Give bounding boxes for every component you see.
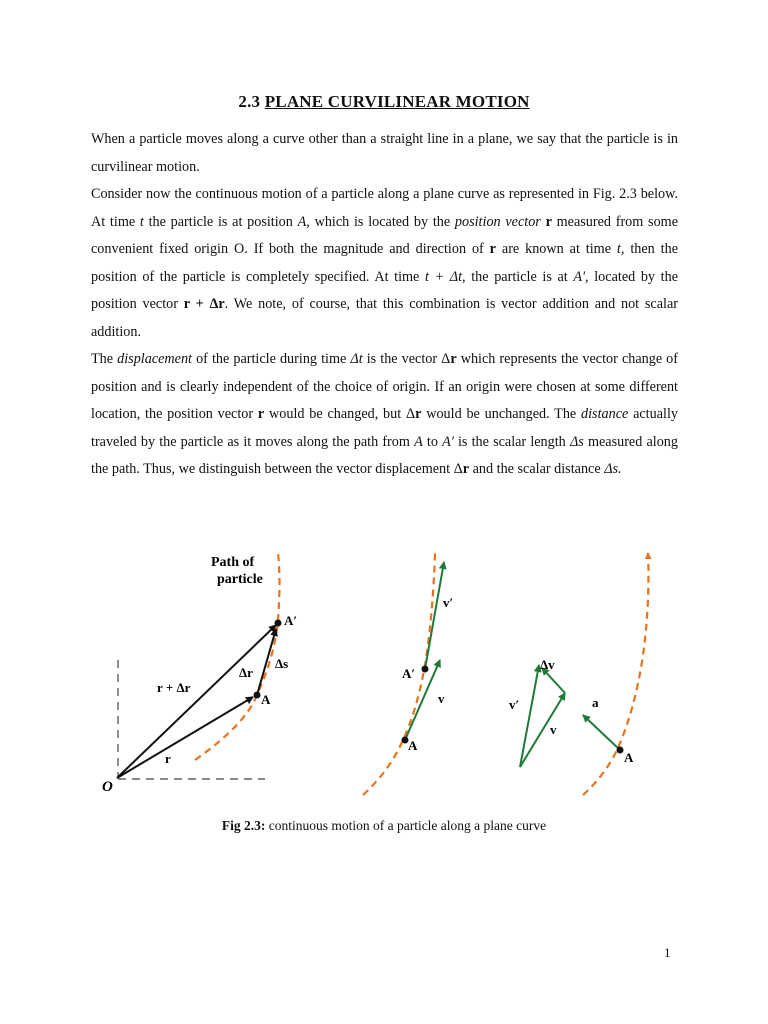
point-A-dot-3 — [617, 747, 624, 754]
path-label-line1: Path of — [211, 555, 255, 570]
text: and the scalar distance — [469, 461, 605, 477]
triangle-dv-label: Δv — [540, 657, 555, 672]
point-A-prime-dot-2 — [422, 666, 429, 673]
v-prime-label: v′ — [443, 595, 454, 610]
section-heading: PLANE CURVILINEAR MOTION — [264, 92, 530, 111]
triangle-v-prime-label: v′ — [509, 697, 520, 712]
text-italic: t + Δt, — [425, 268, 466, 285]
figure-curvilinear-motion — [95, 545, 675, 805]
text-italic: A, — [297, 213, 310, 230]
v-label: v — [438, 691, 445, 706]
text: of the particle during time — [192, 351, 351, 367]
particle-path-2 — [363, 553, 435, 795]
text-bold: r + Δr — [183, 296, 225, 312]
acceleration-vector-a — [583, 715, 620, 750]
point-A-label: A — [261, 692, 271, 707]
text-italic: Δs. — [604, 461, 622, 477]
origin-label: O — [102, 779, 113, 795]
text-bold: r — [462, 461, 470, 477]
path-label-line2: particle — [217, 572, 263, 587]
text: which represents the vector change of position and is clearly independent of the choice of origin. If an origin were chosen at some different location, the position vector — [91, 351, 678, 422]
a-label: a — [592, 695, 599, 710]
paragraph-1: When a particle moves along a curve other than a straight line in a plane, we say that the particle is in curvilinear motion. — [91, 131, 678, 175]
figure-caption — [0, 818, 768, 834]
text: would be unchanged. The — [421, 406, 582, 422]
text: measured along the path. Thus, we distinguish between the vector displacement Δ — [91, 433, 678, 477]
text: are known at time — [495, 241, 617, 257]
acceleration-panel — [583, 553, 648, 795]
velocity-triangle-panel — [509, 657, 565, 767]
section-number: 2.3 — [238, 92, 261, 111]
particle-path-3 — [583, 553, 648, 795]
text-italic: t — [139, 213, 144, 230]
text: would be changed, but Δ — [264, 406, 416, 422]
point-A-label-2: A — [408, 738, 418, 753]
point-A-label-3: A — [624, 750, 634, 765]
ds-label: Δs — [275, 656, 289, 671]
point-A-prime-dot — [275, 620, 282, 627]
text-italic: Δt — [350, 351, 363, 367]
position-vector-panel — [102, 553, 297, 795]
text-bold: r — [415, 406, 422, 422]
text: Consider now the continuous motion of a particle along a plane curve as represented in Fig. 2.3 below. At time — [91, 186, 678, 230]
text: is the vector Δ — [362, 351, 451, 367]
section-title — [0, 92, 768, 112]
text: measured from some convenient fixed origin O. If both the magnitude and direction of — [91, 213, 679, 257]
text-italic: A — [414, 433, 423, 450]
text: the particle is at position — [143, 213, 298, 230]
text: then the position of the particle is completely specified. At time — [91, 241, 678, 285]
paragraph-2 — [91, 181, 678, 346]
velocity-panel — [363, 553, 453, 795]
position-vector-r — [117, 697, 253, 778]
text: actually traveled by the particle as it moves along the path from — [91, 406, 678, 450]
body-text — [91, 126, 678, 484]
displacement-vector-dr — [257, 629, 276, 695]
text-bold: r — [257, 406, 265, 422]
text-bold: r — [545, 213, 552, 230]
text-italic: Δs — [569, 433, 584, 450]
r-plus-dr-label: r + Δr — [157, 680, 191, 695]
text-bold: r — [450, 351, 457, 367]
page-number: 1 — [664, 945, 671, 960]
point-A-prime-label: A′ — [284, 613, 298, 628]
dr-label: Δr — [239, 665, 253, 680]
position-vector-r-plus-dr — [117, 625, 276, 778]
text: . We note, of course, that this combination is vector addition and not scalar addition. — [91, 296, 678, 340]
text: to — [422, 433, 443, 450]
text: The — [91, 351, 118, 367]
caption-text: continuous motion of a particle along a plane curve — [265, 818, 547, 833]
text: the particle is at — [465, 268, 574, 285]
point-A-prime-label-2: A′ — [402, 666, 416, 681]
caption-label: Fig 2.3: — [221, 818, 266, 833]
r-label: r — [165, 751, 171, 766]
triangle-v-label: v — [550, 722, 557, 737]
text: which is located by the — [309, 213, 455, 230]
text-italic: position vector — [454, 213, 541, 230]
text-bold: r — [489, 241, 496, 257]
text-italic: displacement — [117, 351, 192, 367]
text-italic: distance — [581, 406, 629, 422]
text-italic: A', — [573, 268, 589, 285]
text: located by the position vector — [91, 268, 678, 312]
point-A-dot — [254, 692, 261, 699]
paragraph-3 — [91, 346, 678, 484]
text-italic: A' — [442, 433, 454, 450]
text-italic: t, — [616, 241, 625, 257]
text: is the scalar length — [453, 433, 570, 450]
